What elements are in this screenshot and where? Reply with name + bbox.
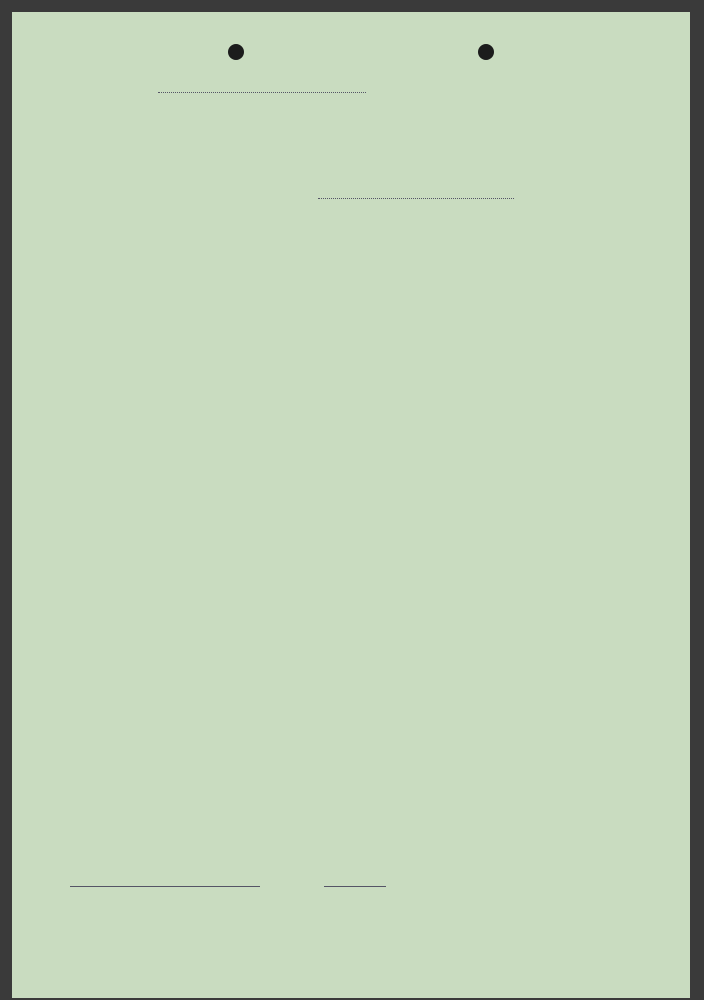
nationality-value [318, 198, 514, 199]
document-page [12, 12, 690, 998]
punch-hole-left [228, 44, 244, 60]
punch-hole-right [478, 44, 494, 60]
signature-place [70, 886, 260, 887]
signature-date [324, 886, 386, 887]
city-field [158, 92, 366, 93]
